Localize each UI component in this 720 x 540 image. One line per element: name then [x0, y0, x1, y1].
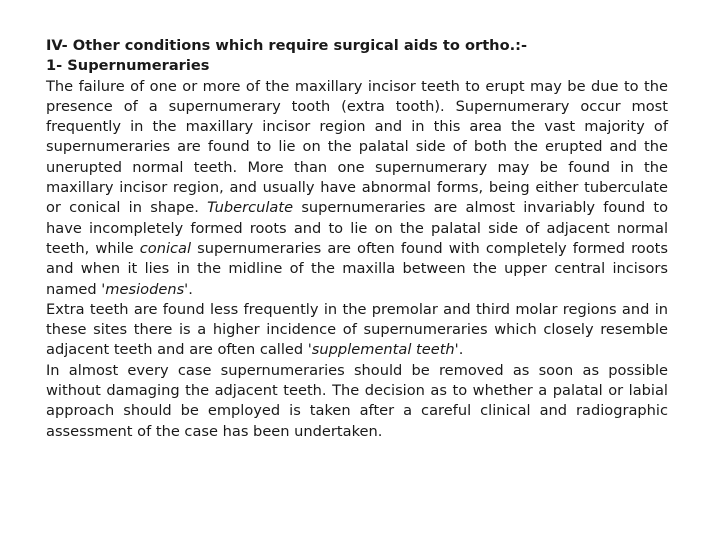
term-conical: conical — [139, 239, 192, 257]
p1-text-c: supernumeraries are almost invariably found to have incompletely formed roots and to lie on the palatal side of adjacent normal teeth, while — [46, 199, 669, 257]
paragraph-extra-teeth — [46, 300, 668, 361]
p2-text-a: Extra teeth are found less frequently in the premolar and third molar regions and in these sites there is a higher incidence of supernumeraries which closely resemble adjacent teeth and are often called — [46, 300, 668, 359]
p1-text-g: . — [188, 280, 193, 298]
paragraph-supernumeraries-intro — [46, 77, 668, 300]
p2-text-c: . — [458, 341, 464, 359]
p1-text-a: The failure of one or more of the maxillary incisor teeth to erupt may be due to the presence of a supernumerary tooth (extra tooth). Supernumerary occur most frequently in the maxillary incisor region and in this area the vast majority of supernumeraries are found to lie on the palatal side of both the erupted and the unerupted normal teeth. More than one supernumerary may be found in the maxillary incisor region, and usually have abnormal forms, being either tuberculate or conical in shape. — [46, 77, 668, 217]
p1-text-e: supernumeraries are often found with completely formed roots and when it lies in the midline of the maxilla between the upper central incisors named — [46, 239, 668, 298]
document-page — [46, 36, 668, 442]
term-tuberculate: Tuberculate — [207, 199, 294, 217]
term-supplemental-teeth: 'supplemental teeth' — [307, 341, 459, 359]
section-heading: IV- Other conditions which require surgical aids to ortho.:- — [46, 37, 528, 54]
term-mesiodens: 'mesiodens' — [101, 280, 189, 298]
paragraph-removal: In almost every case supernumeraries should be removed as soon as possible without damaging the adjacent teeth. The decision as to whether a palatal or labial approach should be employed is taken after a careful clinical and radiographic assessment of the case has been undertaken. — [46, 361, 668, 440]
subsection-heading: 1- Supernumeraries — [46, 57, 210, 75]
